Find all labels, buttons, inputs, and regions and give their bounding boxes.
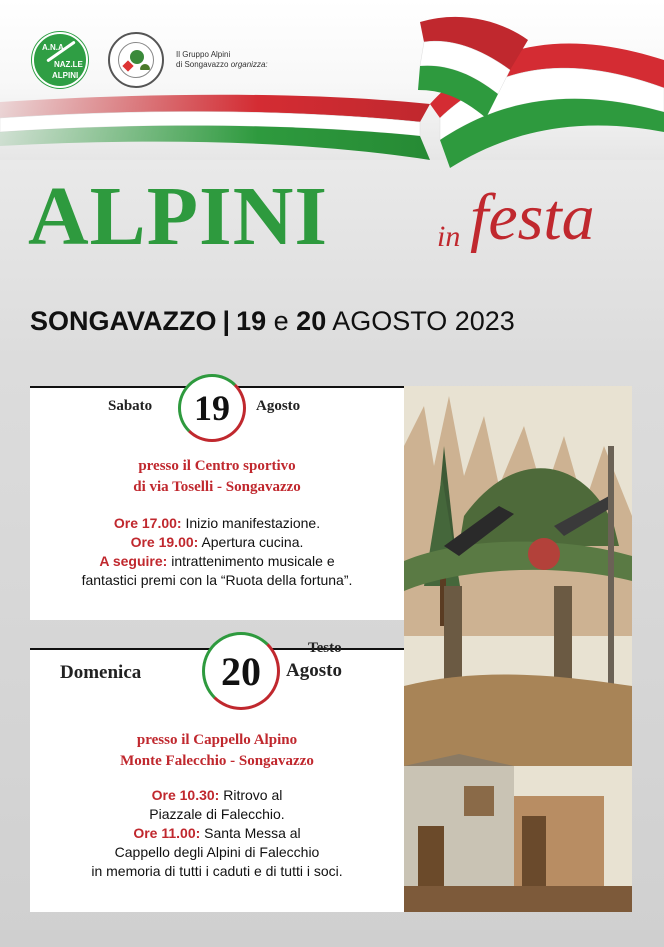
day2-text-2: Piazzale di Falecchio. bbox=[149, 806, 285, 822]
alpine-hat-icon bbox=[140, 64, 150, 70]
day1-location-name: Centro sportivo bbox=[194, 458, 296, 474]
logo-text-naz: NAZ.LE bbox=[54, 60, 83, 69]
title-festa: festa bbox=[470, 181, 595, 254]
day1-text-3: intrattenimento musicale e bbox=[171, 553, 335, 569]
organizer-verb: organizza: bbox=[230, 60, 268, 69]
bottom-strip bbox=[0, 930, 664, 947]
painting-illustration bbox=[404, 386, 632, 912]
dateline-separator: | bbox=[222, 306, 231, 336]
day2-schedule-item bbox=[30, 862, 404, 881]
day1-location-line2: di via Toselli - Songavazzo bbox=[133, 479, 301, 495]
day2-number-badge bbox=[202, 632, 280, 710]
day1-number-badge bbox=[178, 374, 246, 442]
day1-time-2: Ore 19.00: bbox=[130, 534, 199, 550]
day1-month: Agosto bbox=[256, 398, 301, 414]
organizer-line-1: Il Gruppo Alpini bbox=[176, 50, 231, 59]
day1-time-1: Ore 17.00: bbox=[113, 515, 182, 531]
day1-weekday: Sabato bbox=[108, 398, 153, 414]
organizer-town: di Songavazzo bbox=[176, 60, 229, 69]
day1-number: 19 bbox=[194, 388, 230, 428]
title-in: in bbox=[437, 220, 461, 253]
dateline-day1: 19 bbox=[236, 306, 267, 336]
title-alpini: ALPINI bbox=[28, 170, 329, 263]
tree-icon bbox=[130, 50, 144, 64]
gruppo-alpini-logo bbox=[108, 32, 164, 88]
dateline-month-year: AGOSTO 2023 bbox=[332, 306, 515, 336]
organizer-line-2 bbox=[176, 60, 268, 70]
day1-text-1: Inizio manifestazione. bbox=[185, 515, 321, 531]
dateline-day2: 20 bbox=[296, 306, 327, 336]
day1-schedule-extra: fantastici premi con la “Ruota della fortuna”. bbox=[81, 572, 353, 588]
dateline-place: SONGAVAZZO bbox=[30, 306, 217, 336]
day1-schedule-item bbox=[30, 533, 404, 552]
day1-header bbox=[30, 386, 404, 442]
day2-schedule-item bbox=[30, 786, 404, 805]
day1-location-line1 bbox=[30, 456, 404, 477]
day1-schedule-item bbox=[30, 552, 404, 571]
ana-alpini-logo bbox=[32, 32, 88, 88]
placeholder-testo-label: Testo bbox=[308, 640, 342, 656]
day2-location-line1 bbox=[30, 730, 404, 751]
day2-location-line2: Monte Falecchio - Songavazzo bbox=[120, 753, 314, 769]
day2-text-4: Cappello degli Alpini di Falecchio bbox=[114, 844, 320, 860]
day2-time-3: Ore 11.00: bbox=[133, 825, 201, 841]
day1-time-3: A seguire: bbox=[99, 553, 168, 569]
day2-location-name: Cappello Alpino bbox=[193, 732, 298, 748]
day2-schedule-item bbox=[30, 843, 404, 862]
day1-location-prefix: presso il bbox=[138, 458, 191, 474]
day2-number: 20 bbox=[221, 648, 261, 694]
day2-text-5: in memoria di tutti i caduti e di tutti i soci. bbox=[91, 863, 343, 879]
day2-text-1: Ritrovo al bbox=[223, 787, 283, 803]
italian-flag-ribbon bbox=[0, 0, 664, 180]
day2-schedule-item bbox=[30, 805, 404, 824]
alpine-hat-painting bbox=[404, 386, 632, 912]
event-dateline bbox=[30, 306, 640, 337]
day1-card bbox=[30, 386, 404, 620]
dateline-conj: e bbox=[273, 306, 289, 336]
day2-header bbox=[30, 648, 404, 704]
day2-time-1: Ore 10.30: bbox=[151, 787, 220, 803]
day2-weekday: Domenica bbox=[60, 662, 142, 683]
logo-text-alpini: ALPINI bbox=[52, 71, 79, 80]
day1-schedule-item bbox=[30, 514, 404, 533]
day2-text-3: Santa Messa al bbox=[204, 825, 301, 841]
day2-location-prefix: presso il bbox=[136, 732, 190, 748]
day2-card bbox=[30, 648, 404, 912]
logo-text-ana: A.N.A. bbox=[42, 43, 66, 52]
day1-text-2: Apertura cucina. bbox=[201, 534, 304, 550]
day2-schedule-item bbox=[30, 824, 404, 843]
day2-month: Agosto bbox=[286, 660, 342, 681]
